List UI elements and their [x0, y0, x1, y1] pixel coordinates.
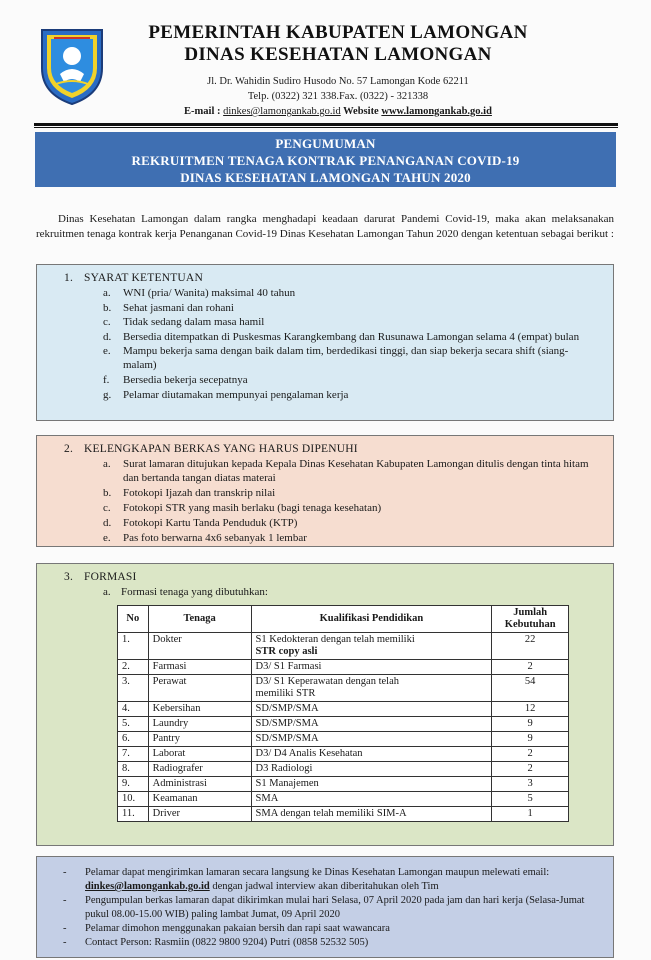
table-header-row: [118, 606, 569, 633]
list-item: b. Fotokopi Ijazah dan transkrip nilai: [103, 487, 276, 499]
banner-line2: REKRUITMEN TENAGA KONTRAK PENANGANAN COVID-19: [131, 153, 520, 168]
table-row: 5. Laundry SD/SMP/SMA 9: [118, 717, 569, 732]
table-row: 4. Kebersihan SD/SMP/SMA 12: [118, 702, 569, 717]
table-row: 2. Farmasi D3/ S1 Farmasi 2: [118, 660, 569, 675]
website-label: Website: [343, 106, 379, 117]
section-title-text: SYARAT KETENTUAN: [84, 272, 203, 284]
letterhead-line2: DINAS KESEHATAN LAMONGAN: [184, 44, 492, 65]
list-item: b. Sehat jasmani dan rohani: [103, 301, 234, 314]
section-title-text: FORMASI: [84, 571, 137, 583]
col-header-kualifikasi: Kualifikasi Pendidikan: [251, 606, 492, 633]
header-rule-thin: [34, 127, 618, 128]
section-title-text: KELENGKAPAN BERKAS YANG HARUS DIPENUHI: [84, 443, 358, 455]
section-title: [64, 442, 358, 456]
formasi-table: [117, 605, 569, 822]
letterhead-phone: Telp. (0322) 321 338.Fax. (0322) - 321338: [247, 91, 429, 102]
table-row: 10. Keamanan SMA 5: [118, 792, 569, 807]
table-row: 1. Dokter S1 Kedokteran dengan telah memiliki STR copy asli 22: [118, 633, 569, 660]
col-header-no: No: [118, 606, 149, 633]
header-rule-thick: [34, 123, 618, 126]
intro-paragraph: [36, 212, 614, 241]
title-banner: [35, 132, 616, 187]
list-item: e. Pas foto berwarna 4x6 sebanyak 1 lembar: [103, 532, 307, 544]
section-number: 1.: [64, 272, 74, 284]
table-row: 8. Radiografer D3 Radiologi 2: [118, 762, 569, 777]
letterhead-address: Jl. Dr. Wahidin Sudiro Husodo No. 57 Lamongan Kode 62211: [207, 76, 469, 87]
section-syarat: [36, 264, 614, 421]
section-number: 2.: [64, 443, 74, 455]
list-item: a. Surat lamaran ditujukan kepada Kepala Dinas Kesehatan Kabupaten Lamongan ditulis dengan tinta hitam dan bertanda tangan diatas materai: [103, 458, 589, 484]
table-row: 6. Pantry SD/SMP/SMA 9: [118, 732, 569, 747]
list-item: c. Fotokopi STR yang masih berlaku (bagi tenaga kesehatan): [103, 502, 382, 514]
section-title: [64, 271, 203, 285]
table-row: 11. Driver SMA dengan telah memiliki SIM-A 1: [118, 807, 569, 822]
notes-email-link[interactable]: dinkes@lamongankab.go.id: [85, 881, 210, 892]
website-link[interactable]: www.lamongankab.go.id: [381, 106, 492, 117]
table-row: 3. Perawat D3/ S1 Keperawatan dengan telah memiliki STR 54: [118, 675, 569, 702]
notes-list: [63, 866, 593, 950]
list-item: - Pelamar dapat mengirimkan lamaran secara langsung ke Dinas Kesehatan Lamongan maupun melewati email: dinkes@lamongankab.go.id dengan jadwal interview akan diberitahukan oleh Tim: [63, 867, 550, 892]
col-header-jumlah: Jumlah Kebutuhan: [492, 606, 569, 633]
list-item: e. Mampu bekerja sama dengan baik dalam tim, berdedikasi tinggi, dan siap bekerja secara shift (siang-malam): [103, 345, 569, 372]
berkas-list: [103, 457, 593, 546]
section-number: 3.: [64, 571, 74, 583]
formasi-subtitle: a. Formasi tenaga yang dibutuhkan:: [103, 586, 268, 598]
list-item: a. WNI (pria/ Wanita) maksimal 40 tahun: [103, 287, 296, 299]
list-item: d. Bersedia ditempatkan di Puskesmas Karangkembang dan Rusunawa Lamongan selama 4 (empat) bulan: [103, 330, 580, 343]
lamongan-crest-icon: [38, 24, 106, 106]
email-label: E-mail :: [184, 106, 221, 117]
syarat-list: [103, 286, 593, 402]
section-notes: [36, 856, 614, 958]
list-item: d. Fotokopi Kartu Tanda Penduduk (KTP): [103, 517, 298, 529]
list-item: - Pengumpulan berkas lamaran dapat dikirimkan mulai hari Selasa, 07 April 2020 pada jam dan hari kerja (Selasa-Jumat pukul 08.00-15.00 WIB) paling lambat Jumat, 09 April 2020: [63, 895, 585, 920]
banner-line3: DINAS KESEHATAN LAMONGAN TAHUN 2020: [180, 170, 471, 185]
email-link[interactable]: dinkes@lamongankab.go.id: [223, 106, 341, 117]
table-row: 7. Laborat D3/ D4 Analis Kesehatan 2: [118, 747, 569, 762]
section-formasi: [36, 563, 614, 846]
section-berkas: [36, 435, 614, 547]
section-title: [64, 570, 137, 584]
table-row: 9. Administrasi S1 Manajemen 3: [118, 777, 569, 792]
intro-text: Dinas Kesehatan Lamongan dalam rangka menghadapi keadaan darurat Pandemi Covid-19, maka akan melaksanakan rekruitmen tenaga kontrak kerja Penanganan Covid-19 Dinas Kesehatan Lamongan Tahun 2020 dengan ketentuan sebagai berikut :: [36, 213, 614, 240]
letterhead-contact: [118, 104, 558, 119]
letterhead-line1: PEMERINTAH KABUPATEN LAMONGAN: [148, 22, 528, 43]
list-item: - Contact Person: Rasmiin (0822 9800 9204) Putri (0858 52532 505): [63, 937, 369, 948]
banner-line1: PENGUMUMAN: [275, 136, 376, 151]
list-item: - Pelamar dimohon menggunakan pakaian bersih dan rapi saat wawancara: [63, 923, 390, 934]
letterhead: [118, 22, 558, 119]
list-item: g. Pelamar diutamakan mempunyai pengalaman kerja: [103, 388, 349, 401]
col-header-tenaga: Tenaga: [148, 606, 251, 633]
list-item: f. Bersedia bekerja secepatnya: [103, 373, 248, 386]
list-item: c. Tidak sedang dalam masa hamil: [103, 316, 265, 329]
